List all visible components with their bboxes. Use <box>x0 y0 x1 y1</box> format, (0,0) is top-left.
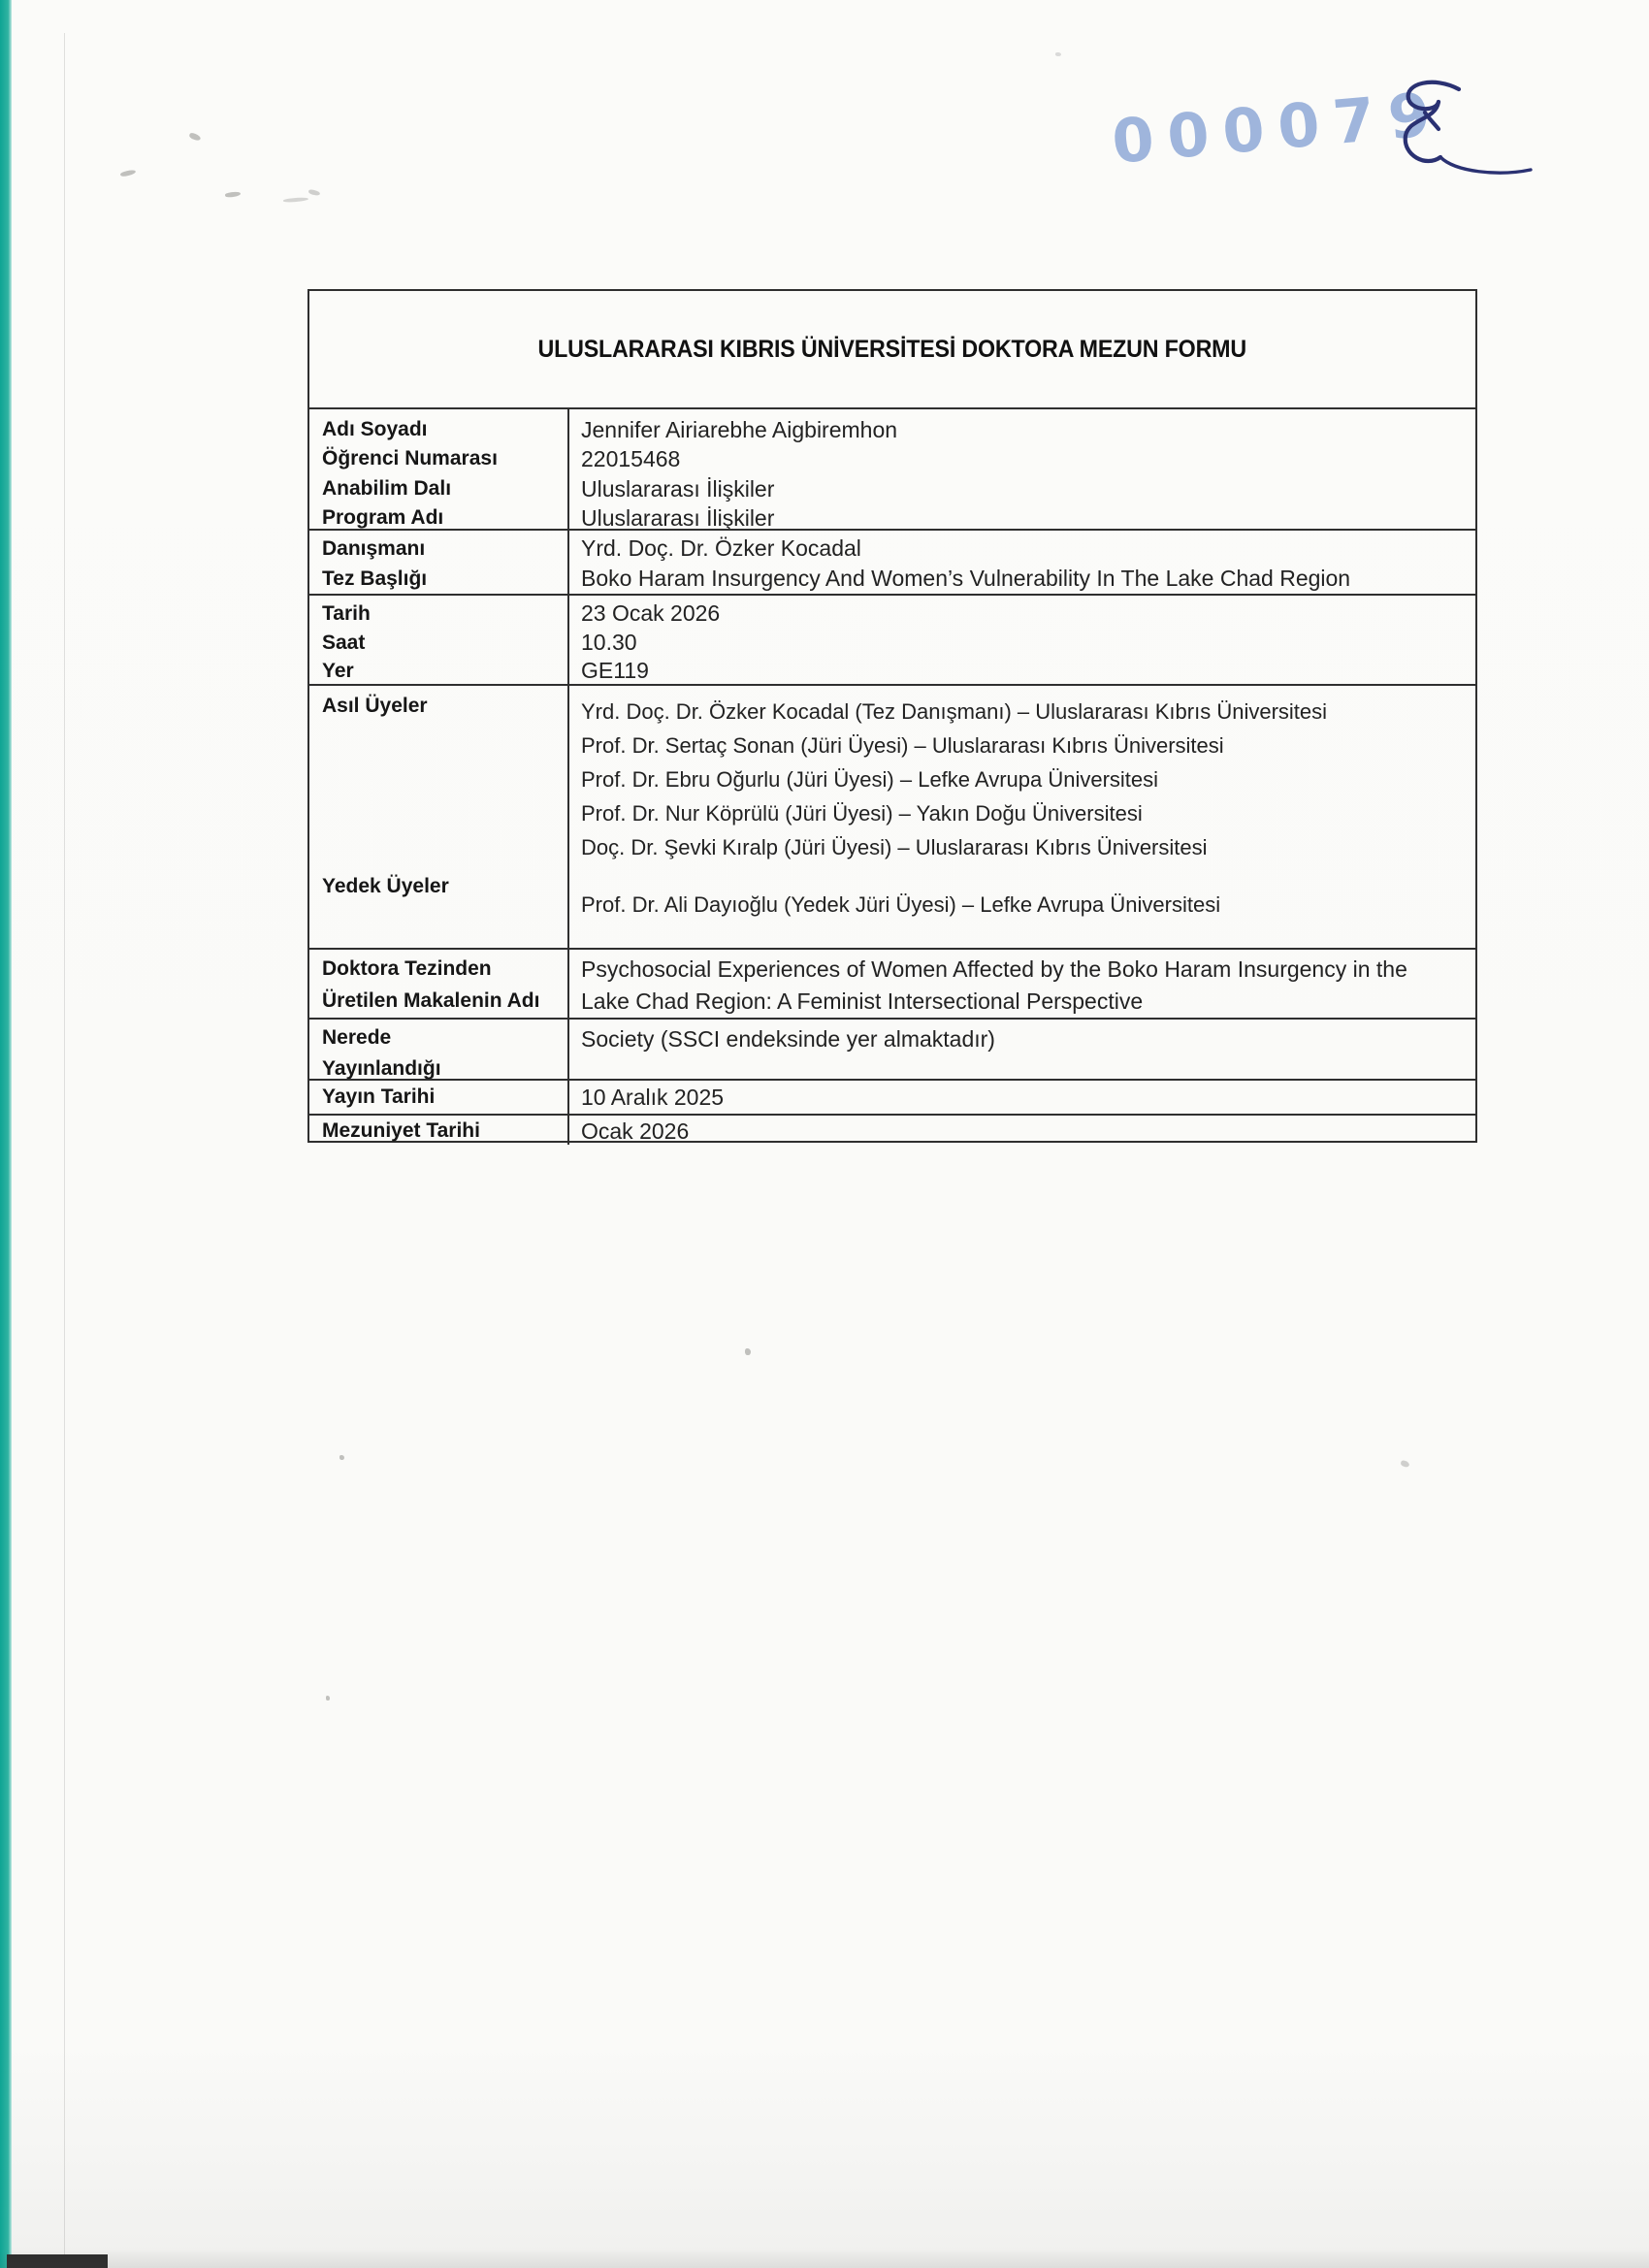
row-graduation-date <box>309 1114 1475 1145</box>
jury-member: Doç. Dr. Şevki Kıralp (Jüri Üyesi) – Uluslararası Kıbrıs Üniversitesi <box>581 835 1208 859</box>
value-advisor: Yrd. Doç. Dr. Özker Kocadal <box>581 535 861 561</box>
row-defense-schedule <box>309 594 1475 684</box>
student-values <box>569 409 1475 532</box>
scan-speck <box>340 1455 344 1460</box>
schedule-labels <box>309 596 569 684</box>
schedule-values <box>569 596 1475 684</box>
form-title-row <box>309 291 1475 407</box>
value-place: GE119 <box>581 658 649 683</box>
value-article-title: Psychosocial Experiences of Women Affected by the Boko Haram Insurgency in the Lake Chad Region: A Feminist Intersectional Perspective <box>581 956 1407 1014</box>
row-published-in <box>309 1018 1475 1079</box>
jury-member: Prof. Dr. Nur Köprülü (Jüri Üyesi) – Yakın Doğu Üniversitesi <box>581 801 1143 826</box>
jury-member: Prof. Dr. Ebru Oğurlu (Jüri Üyesi) – Lefke Avrupa Üniversitesi <box>581 767 1159 792</box>
row-student-info <box>309 407 1475 532</box>
label-thesis-title: Tez Başlığı <box>322 567 428 590</box>
pencil-speck <box>188 132 201 142</box>
row-advisor-thesis <box>309 529 1475 594</box>
substitute-jury-member: Prof. Dr. Ali Dayıoğlu (Yedek Jüri Üyesi) – Lefke Avrupa Üniversitesi <box>581 892 1221 917</box>
label-published-line2: Yayınlandığı <box>322 1056 441 1080</box>
label-article-line1: Doktora Tezinden <box>322 957 492 980</box>
value-program: Uluslararası İlişkiler <box>581 505 775 532</box>
label-program: Program Adı <box>322 506 444 530</box>
label-name: Adı Soyadı <box>322 418 428 440</box>
label-article-line2: Üretilen Makalenin Adı <box>322 989 540 1012</box>
scanner-edge-strip <box>0 0 12 2268</box>
label-place: Yer <box>322 660 354 682</box>
value-name: Jennifer Airiarebhe Aigbiremhon <box>581 417 898 442</box>
student-labels <box>309 409 569 529</box>
label-date: Tarih <box>322 602 371 625</box>
value-publish-date: 10 Aralık 2025 <box>581 1085 725 1110</box>
jury-member: Prof. Dr. Sertaç Sonan (Jüri Üyesi) – Uluslararası Kıbrıs Üniversitesi <box>581 733 1224 758</box>
pencil-speck <box>308 189 321 196</box>
scan-bottom-shadow <box>0 2249 1649 2268</box>
advisor-values <box>569 531 1475 594</box>
serial-number-stamp: 000079 <box>1109 78 1447 178</box>
scan-speck <box>326 1696 330 1701</box>
pencil-speck <box>225 191 242 198</box>
value-time: 10.30 <box>581 629 637 655</box>
committee-labels <box>309 686 569 948</box>
committee-values <box>569 686 1475 948</box>
label-student-number: Öğrenci Numarası <box>322 447 498 470</box>
row-jury-members <box>309 684 1475 948</box>
scan-speck <box>745 1348 751 1355</box>
graduate-form-table <box>307 289 1477 1143</box>
form-title: ULUSLARARASI KIBRIS ÜNİVERSİTESİ DOKTORA MEZUN FORMU <box>537 335 1247 363</box>
value-student-number: 22015468 <box>581 446 681 472</box>
value-date: 23 Ocak 2026 <box>581 600 721 626</box>
signature-paraph-icon <box>1379 76 1544 192</box>
scan-speck <box>1055 52 1061 56</box>
value-thesis-title: Boko Haram Insurgency And Women’s Vulnerability In The Lake Chad Region <box>581 566 1351 591</box>
article-labels <box>309 950 569 1018</box>
value-published-in: Society (SSCI endeksinde yer almaktadır) <box>581 1026 995 1052</box>
label-advisor: Danışmanı <box>322 537 426 560</box>
pencil-speck <box>120 169 137 178</box>
paper-edge-line <box>64 33 65 2254</box>
value-graduation-date: Ocak 2026 <box>581 1118 690 1144</box>
label-published-line1: Nerede <box>322 1026 392 1049</box>
label-department: Anabilim Dalı <box>322 476 452 500</box>
scan-speck <box>1400 1460 1409 1468</box>
published-labels <box>309 1020 569 1079</box>
row-article-title <box>309 948 1475 1018</box>
label-graduation-date: Mezuniyet Tarihi <box>309 1116 569 1145</box>
jury-member: Yrd. Doç. Dr. Özker Kocadal (Tez Danışmanı) – Uluslararası Kıbrıs Üniversitesi <box>581 699 1328 724</box>
value-department: Uluslararası İlişkiler <box>581 475 775 502</box>
label-substitute-members: Yedek Üyeler <box>322 875 449 897</box>
row-publish-date <box>309 1079 1475 1114</box>
label-time: Saat <box>322 631 366 654</box>
pencil-speck <box>283 197 308 203</box>
advisor-labels <box>309 531 569 594</box>
label-main-members: Asıl Üyeler <box>322 695 428 717</box>
label-publish-date: Yayın Tarihi <box>309 1081 569 1114</box>
